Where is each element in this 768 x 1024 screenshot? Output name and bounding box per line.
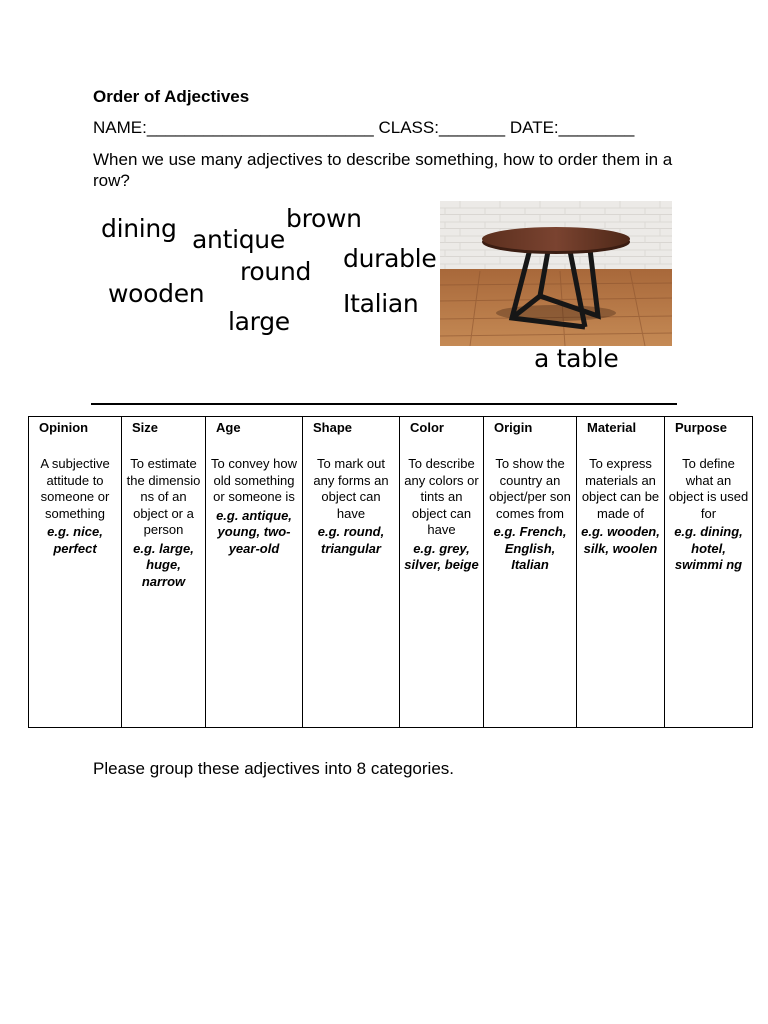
category-column-opinion — [29, 417, 122, 728]
category-column-material — [577, 417, 665, 728]
word-dining: dining — [101, 214, 177, 243]
category-description: To describe any colors or tints an object can have — [404, 456, 479, 537]
category-column-age — [206, 417, 303, 728]
category-name: Origin — [494, 420, 533, 435]
category-column-shape — [303, 417, 400, 728]
category-example: e.g. large, huge, narrow — [133, 540, 194, 589]
name-class-date-line: NAME:________________________ CLASS:_______ DATE:________ — [93, 118, 635, 137]
category-example: e.g. grey, silver, beige — [404, 540, 479, 572]
category-description: To show the country an object/per son comes from — [489, 456, 571, 521]
category-column-size — [122, 417, 206, 728]
category-description: To convey how old something or someone is — [211, 456, 297, 504]
adjective-categories-table — [28, 416, 753, 728]
category-example: e.g. French, English, Italian — [493, 524, 567, 572]
category-column-purpose — [665, 417, 753, 728]
word-antique: antique — [192, 225, 285, 254]
word-durable: durable — [343, 244, 437, 273]
category-example: e.g. antique, young, two-year-old — [216, 507, 292, 556]
answer-line — [91, 403, 677, 405]
category-example: e.g. nice, perfect — [47, 524, 103, 556]
category-example: e.g. round, triangular — [317, 524, 385, 556]
category-example: e.g. dining, hotel, swimmi ng — [674, 524, 743, 572]
category-description: To mark out any forms an object can have — [313, 456, 389, 521]
category-description: To estimate the dimensio ns of an object or a person — [126, 456, 201, 537]
word-italian: Italian — [343, 289, 419, 318]
word-large: large — [228, 307, 290, 336]
category-name: Material — [587, 420, 637, 435]
category-example: e.g. wooden, silk, woolen — [581, 524, 660, 556]
category-description: To define what an object is used for — [668, 456, 749, 521]
category-column-origin — [484, 417, 577, 728]
worksheet-title: Order of Adjectives — [93, 87, 250, 106]
category-column-color — [400, 417, 484, 728]
category-name: Shape — [313, 420, 353, 435]
category-description: A subjective attitude to someone or something — [40, 456, 110, 521]
table-photo — [440, 201, 672, 346]
word-brown: brown — [286, 204, 362, 233]
word-wooden: wooden — [108, 279, 205, 308]
category-name: Purpose — [675, 420, 728, 435]
instruction-text: Please group these adjectives into 8 categories. — [93, 759, 455, 778]
question-text: When we use many adjectives to describe something, how to order them in a row? — [93, 150, 673, 190]
noun-label: a table — [534, 344, 619, 373]
category-description: To express materials an object can be made of — [581, 456, 660, 521]
category-name: Age — [216, 420, 241, 435]
word-round: round — [240, 257, 312, 286]
category-name: Size — [132, 420, 159, 435]
category-name: Color — [410, 420, 444, 435]
category-name: Opinion — [39, 420, 89, 435]
